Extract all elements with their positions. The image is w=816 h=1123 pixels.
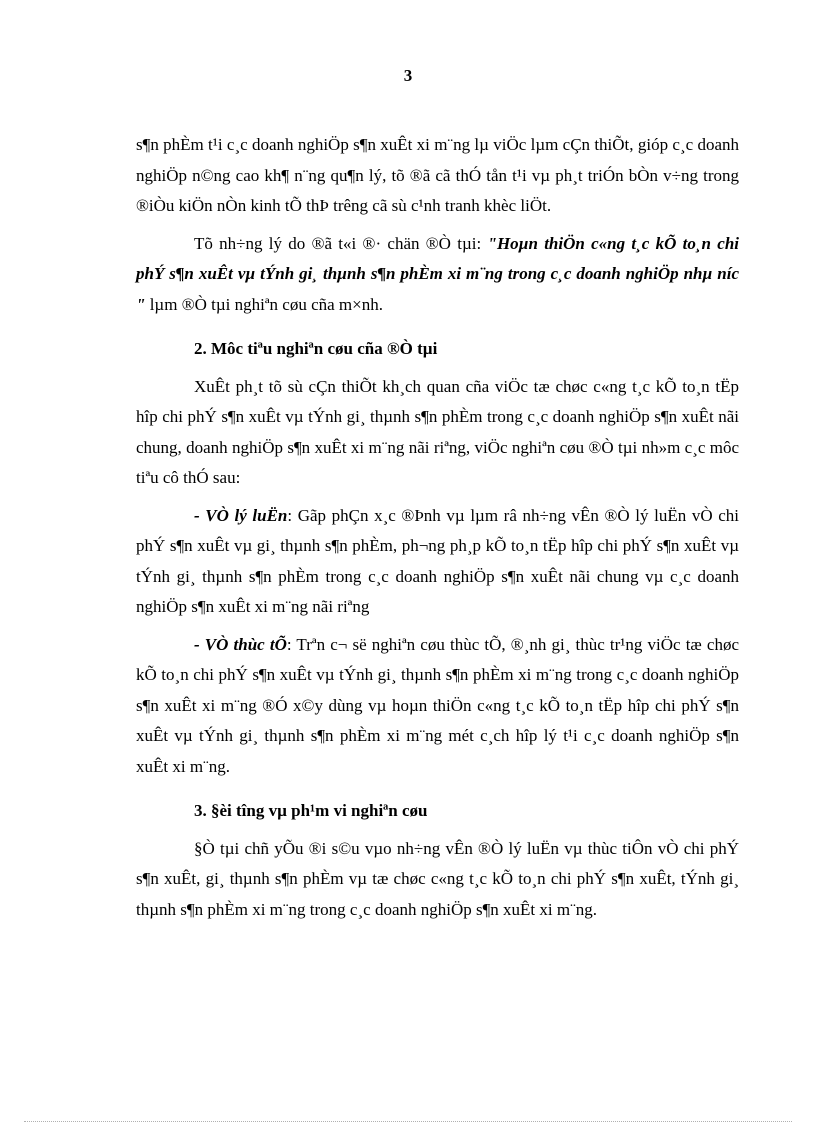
page-number: 3	[403, 66, 413, 85]
paragraph-theory-objective	[136, 501, 739, 623]
paragraph-scope: §Ò tµi chñ yÕu ®i s©u vµo nh÷ng vÊn ®Ò lý luËn vµ thùc tiÔn vÒ chi phÝ s¶n xuÊt, gi¸ thµnh s¶n phÈm vµ tæ chøc c«ng t¸c kÕ to¸n chi phÝ s¶n xuÊt, tÝnh gi¸ thµnh s¶n phÈm xi m¨ng trong c¸c doanh nghiÖp s¶n xuÊt xi m¨ng.	[136, 838, 739, 919]
thesis-title: "Hoµn thiÖn c«ng t¸c kÕ to¸n chi phÝ s¶n xuÊt vµ tÝnh gi¸ thµnh s¶n phÈm xi m¨ng trong c¸c doanh nghiÖp nhµ níc "	[136, 233, 740, 314]
paragraph-continuation: s¶n phÈm t¹i c¸c doanh nghiÖp s¶n xuÊt xi m¨ng lµ viÖc lµm cÇn thiÕt, gióp c¸c doanh nghiÖp n©ng cao kh¶ n¨ng qu¶n lý, tõ ®ã cã thÓ tån t¹i vµ ph¸t triÓn bÒn v÷ng trong ®iÒu kiÖn nÒn kinh tÕ thÞ trêng cã sù c¹nh tranh khèc liÖt.	[136, 135, 739, 215]
topic-tail-text: lµm ®Ò tµi nghiªn cøu cña m×nh.	[145, 294, 383, 314]
topic-lead-text: Tõ nh÷ng lý do ®ã t«i ®· chän ®Ò tµi:	[194, 233, 488, 253]
theory-text: : Gãp phÇn x¸c ®Þnh vµ lµm râ nh÷ng vÊn ®Ò lý luËn vÒ chi phÝ s¶n xuÊt vµ gi¸ thµnh s¶n phÈm, ph¬ng ph¸p kÕ to¸n tËp hîp chi phÝ s¶n xuÊt vµ tÝnh gi¸ thµnh s¶n phÈm trong c¸c doanh nghiÖp s¶n xuÊt nãi chung vµ c¸c doanh nghiÖp s¶n xuÊt xi m¨ng nãi riªng	[136, 505, 739, 616]
paragraph-practice-objective	[136, 630, 739, 783]
page-body	[136, 130, 739, 932]
section-heading-scope: 3. §èi tîng vµ ph¹m vi nghiªn cøu	[194, 801, 428, 820]
practice-label: - VÒ thùc tÕ	[194, 634, 287, 654]
page-bottom-rule	[24, 1121, 792, 1122]
paragraph-objectives-intro: XuÊt ph¸t tõ sù cÇn thiÕt kh¸ch quan cña viÖc tæ chøc c«ng t¸c kÕ to¸n tËp hîp chi phÝ s¶n xuÊt vµ tÝnh gi¸ thµnh s¶n phÈm trong c¸c doanh nghiÖp s¶n xuÊt nãi chung, doanh nghiÖp s¶n xuÊt xi m¨ng nãi riªng, viÖc nghiªn cøu ®Ò tµi nh»m c¸c môc tiªu cô thÓ sau:	[136, 376, 739, 487]
paragraph-topic-choice	[136, 229, 739, 321]
practice-text: : Trªn c¬ së nghiªn cøu thùc tÕ, ®¸nh gi¸ thùc tr¹ng viÖc tæ chøc kÕ to¸n chi phÝ s¶n xuÊt vµ tÝnh gi¸ thµnh s¶n phÈm xi m¨ng trong c¸c doanh nghiÖp s¶n xuÊt xi m¨ng ®Ó x©y dùng vµ hoµn thiÖn c«ng t¸c kÕ to¸n tËp hîp chi phÝ s¶n xuÊt vµ tÝnh gi¸ thµnh s¶n phÈm xi m¨ng mét c¸ch hîp lý t¹i c¸c doanh nghiÖp s¶n xuÊt xi m¨ng.	[136, 634, 740, 776]
section-heading-objectives: 2. Môc tiªu nghiªn cøu cña ®Ò tµi	[194, 339, 438, 358]
theory-label: - VÒ lý luËn	[194, 505, 288, 525]
